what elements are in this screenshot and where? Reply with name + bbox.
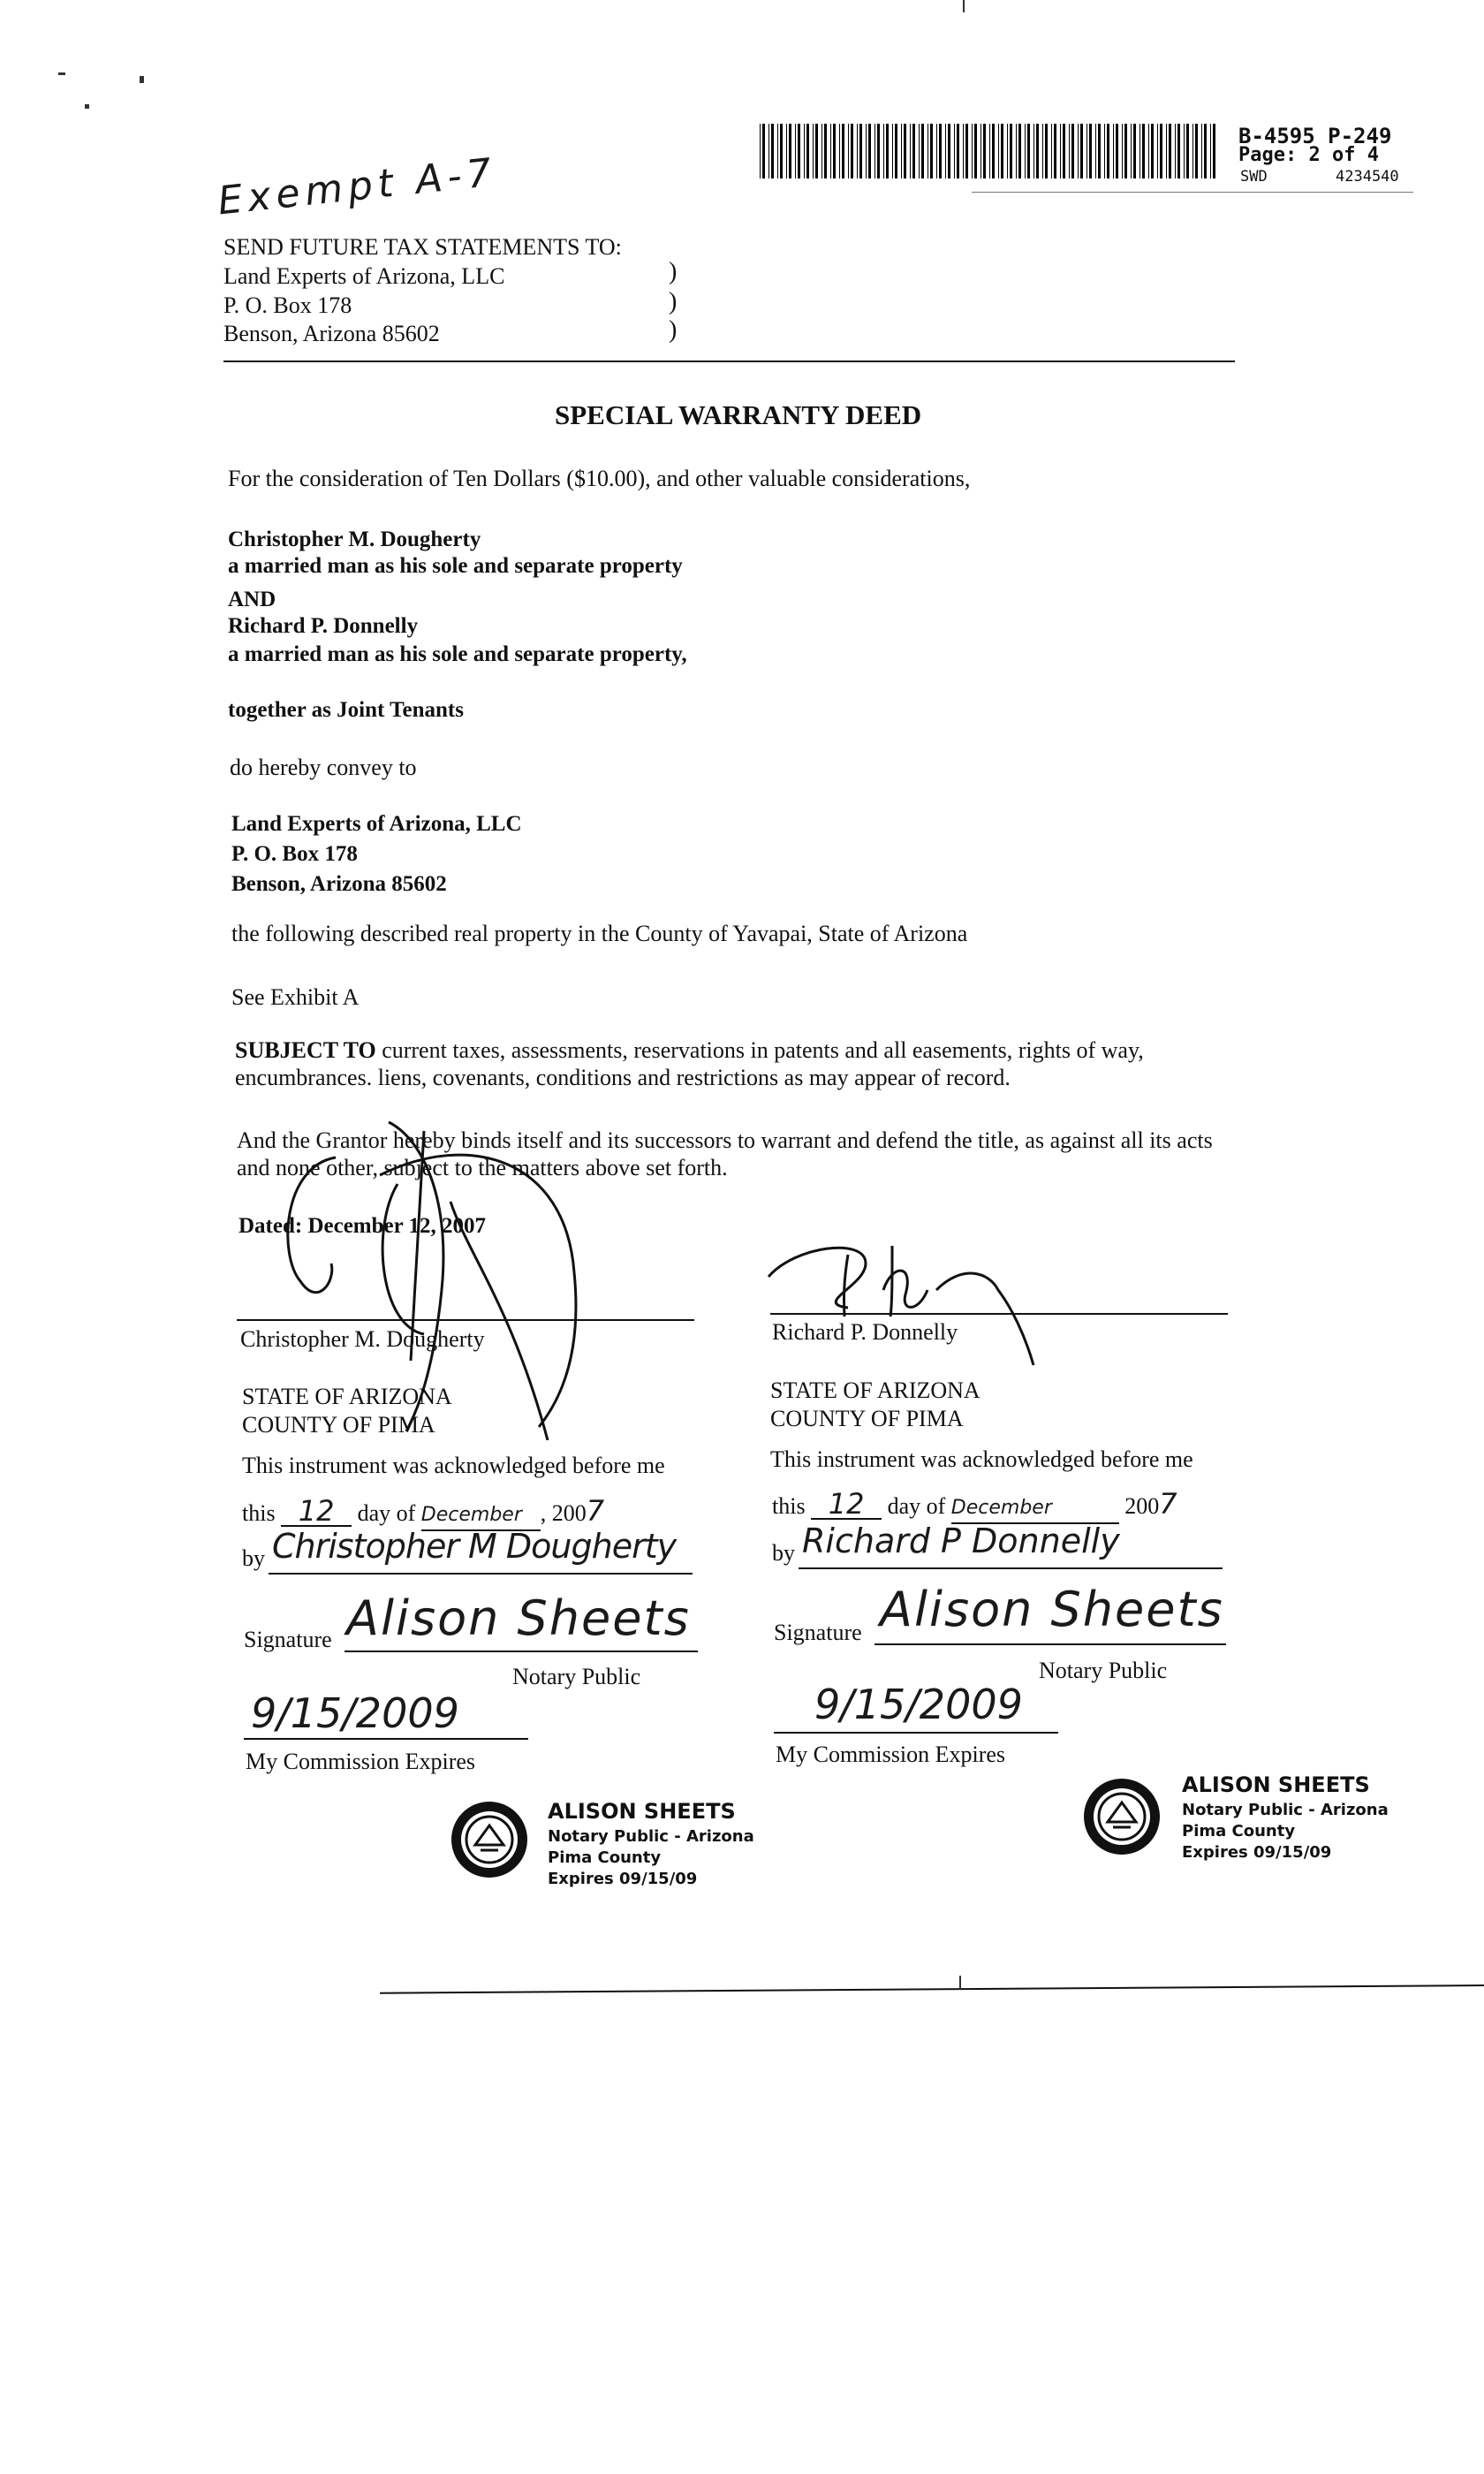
by-label: by — [772, 1540, 795, 1566]
warranty-text: And the Grantor hereby binds itself and its successors to warrant and defend the title, as against all its acts — [237, 1127, 1213, 1153]
notary-signature-left: Alison Sheets — [346, 1590, 691, 1646]
notary-seal-icon — [449, 1799, 530, 1880]
book-page-number: B-4595 P-249 — [1238, 124, 1392, 148]
commission-label-right: My Commission Expires — [776, 1742, 1006, 1767]
grantee-city: Benson, Arizona 85602 — [231, 872, 447, 896]
day-handwritten: 12 — [811, 1490, 882, 1520]
property-text: the following described real property in the County of Yavapai, State of Arizona — [231, 921, 968, 946]
month-handwritten: December — [951, 1494, 1119, 1524]
signature-line — [874, 1643, 1226, 1645]
seal-line: Expires 09/15/09 — [548, 1870, 698, 1888]
barcode — [760, 124, 1219, 178]
notary-public-right: Notary Public — [1039, 1658, 1168, 1683]
seal-line: Notary Public - Arizona — [548, 1827, 754, 1846]
this-label: this — [772, 1493, 806, 1519]
seal-line: Notary Public - Arizona — [1182, 1801, 1389, 1819]
seal-name: ALISON SHEETS — [1182, 1772, 1370, 1797]
by-name-handwritten: Richard P Donnelly — [802, 1522, 1120, 1560]
by-name-handwritten: Christopher M Dougherty — [272, 1527, 677, 1566]
by-line-left — [269, 1573, 693, 1575]
consideration-text: For the consideration of Ten Dollars ($10.00), and other valuable considerations, — [228, 466, 971, 491]
grantor-and: AND — [228, 588, 276, 611]
tax-line: Land Experts of Arizona, LLC — [223, 263, 505, 289]
year-prefix: , 200 — [540, 1500, 587, 1526]
month-handwritten: December — [421, 1501, 541, 1531]
commission-date-right: 9/15/2009 — [814, 1681, 1023, 1728]
scan-speck — [58, 72, 65, 75]
seal-name: ALISON SHEETS — [548, 1799, 736, 1824]
commission-label-left: My Commission Expires — [246, 1749, 476, 1774]
signature-label-right: Signature — [774, 1620, 862, 1645]
page-of: Page: 2 of 4 — [1238, 144, 1379, 166]
year-digit: 7 — [1159, 1487, 1177, 1521]
this-label: this — [242, 1500, 276, 1526]
day-handwritten: 12 — [281, 1497, 352, 1527]
commission-line-right — [774, 1732, 1058, 1734]
bracket-mark: ) — [669, 258, 678, 285]
warranty-text: and none other, subject to the matters above set forth. — [237, 1155, 728, 1180]
handwritten-exempt: Exempt A-7 — [216, 149, 499, 224]
barcode-underline — [972, 192, 1413, 193]
grantor-description: a married man as his sole and separate property — [228, 554, 683, 578]
tax-divider — [223, 360, 1235, 362]
bracket-mark: ) — [669, 316, 678, 344]
scan-tick — [959, 1976, 961, 1988]
state-right: STATE OF ARIZONA — [770, 1377, 980, 1403]
scan-speck — [140, 76, 144, 83]
exhibit-reference: See Exhibit A — [231, 984, 360, 1010]
signature-line — [344, 1651, 698, 1652]
signer-name-right: Richard P. Donnelly — [772, 1319, 958, 1345]
grantee-box: P. O. Box 178 — [231, 842, 358, 866]
signature-dougherty — [247, 1025, 618, 1440]
doc-type: SWD — [1240, 168, 1268, 186]
convey-text: do hereby convey to — [230, 755, 417, 780]
joint-tenants: together as Joint Tenants — [228, 698, 464, 722]
doc-number: 4234540 — [1336, 168, 1399, 186]
notary-seal-icon — [1081, 1776, 1162, 1857]
subject-to-text: encumbrances. liens, covenants, conditions and restrictions as may appear of record. — [235, 1065, 1011, 1090]
subject-to-text: current taxes, assessments, reservations in patents and all easements, rights of way, — [375, 1037, 1144, 1063]
grantee-name: Land Experts of Arizona, LLC — [231, 812, 522, 836]
day-of-label: day of — [887, 1493, 946, 1519]
county-left: COUNTY OF PIMA — [242, 1412, 435, 1438]
commission-line-left — [244, 1738, 528, 1740]
bottom-rule — [380, 1985, 1484, 1994]
signature-donnelly — [760, 1228, 1069, 1378]
by-line-right — [799, 1567, 1223, 1569]
grantor-name: Christopher M. Dougherty — [228, 527, 481, 551]
ack-right: This instrument was acknowledged before me — [770, 1446, 1193, 1472]
grantor-name: Richard P. Donnelly — [228, 614, 419, 638]
day-of-label: day of — [357, 1500, 416, 1526]
deed-title: SPECIAL WARRANTY DEED — [555, 399, 922, 430]
seal-line: Pima County — [1182, 1822, 1296, 1840]
scan-speck — [85, 104, 89, 109]
dated-line: Dated: December 12, 2007 — [238, 1214, 487, 1238]
year-prefix: 200 — [1118, 1493, 1160, 1519]
county-right: COUNTY OF PIMA — [770, 1406, 964, 1431]
by-label: by — [242, 1545, 265, 1571]
notary-signature-right: Alison Sheets — [880, 1582, 1224, 1637]
subject-to-label: SUBJECT TO — [235, 1037, 376, 1063]
state-left: STATE OF ARIZONA — [242, 1384, 452, 1409]
tax-line: P. O. Box 178 — [223, 292, 352, 318]
ack-left: This instrument was acknowledged before me — [242, 1453, 665, 1478]
year-digit: 7 — [586, 1494, 605, 1528]
notary-public-left: Notary Public — [512, 1664, 641, 1689]
ack-date-row-right — [772, 1487, 1177, 1524]
grantor-description: a married man as his sole and separate property, — [228, 642, 687, 666]
signer-name-left: Christopher M. Dougherty — [240, 1326, 485, 1352]
seal-line: Expires 09/15/09 — [1182, 1843, 1332, 1862]
tax-heading: SEND FUTURE TAX STATEMENTS TO: — [223, 234, 622, 260]
scan-speck — [963, 0, 965, 12]
commission-date-left: 9/15/2009 — [251, 1689, 459, 1737]
signature-label-left: Signature — [244, 1627, 332, 1652]
bracket-mark: ) — [669, 288, 678, 315]
tax-line: Benson, Arizona 85602 — [223, 321, 440, 346]
seal-line: Pima County — [548, 1848, 662, 1867]
